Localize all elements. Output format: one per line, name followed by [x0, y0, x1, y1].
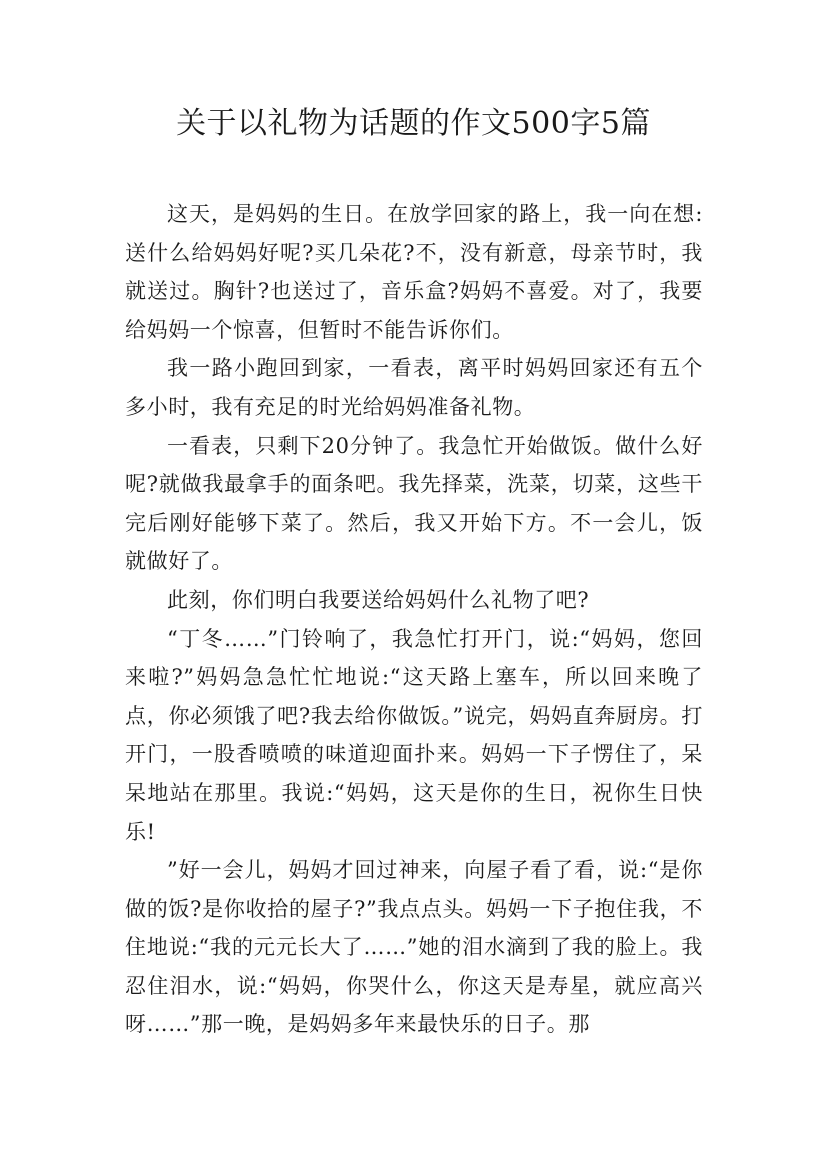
paragraph: “丁冬……”门铃响了，我急忙打开门，说:“妈妈，您回来啦?”妈妈急急忙忙地说:“这天路上塞车，所以回来晚了点，你必须饿了吧?我去给你做饭。”说完，妈妈直奔厨房。打开门，一股香喷喷的味道迎面扑来。妈妈一下子愣住了，呆呆地站在那里。我说:“妈妈，这天是你的生日，祝你生日快乐! [125, 626, 703, 844]
paragraph: ”好一会儿，妈妈才回过神来，向屋子看了看，说:“是你做的饭?是你收拾的屋子?”我点点头。妈妈一下子抱住我，不住地说:“我的元元长大了……”她的泪水滴到了我的脸上。我忍住泪水，说:“妈妈，你哭什么，你这天是寿星，就应高兴呀……”那一晚，是妈妈多年来最快乐的日子。那 [125, 858, 703, 1037]
paragraph: 这天，是妈妈的生日。在放学回家的路上，我一向在想:送什么给妈妈好呢?买几朵花?不，没有新意，母亲节时，我就送过。胸针?也送过了，音乐盒?妈妈不喜爱。对了，我要给妈妈一个惊喜，但暂时不能告诉你们。 [125, 202, 703, 342]
document-title: 关于以礼物为话题的作文500字5篇 [176, 106, 651, 141]
paragraph: 一看表，只剩下20分钟了。我急忙开始做饭。做什么好呢?就做我最拿手的面条吧。我先择菜，洗菜，切菜，这些干完后刚好能够下菜了。然后，我又开始下方。不一会儿，饭就做好了。 [125, 433, 703, 574]
document-body [125, 195, 703, 1044]
paragraph: 此刻，你们明白我要送给妈妈什么礼物了吧? [167, 587, 590, 612]
paragraph: 我一路小跑回到家，一看表，离平时妈妈回家还有五个多小时，我有充足的时光给妈妈准备礼物。 [125, 356, 703, 419]
